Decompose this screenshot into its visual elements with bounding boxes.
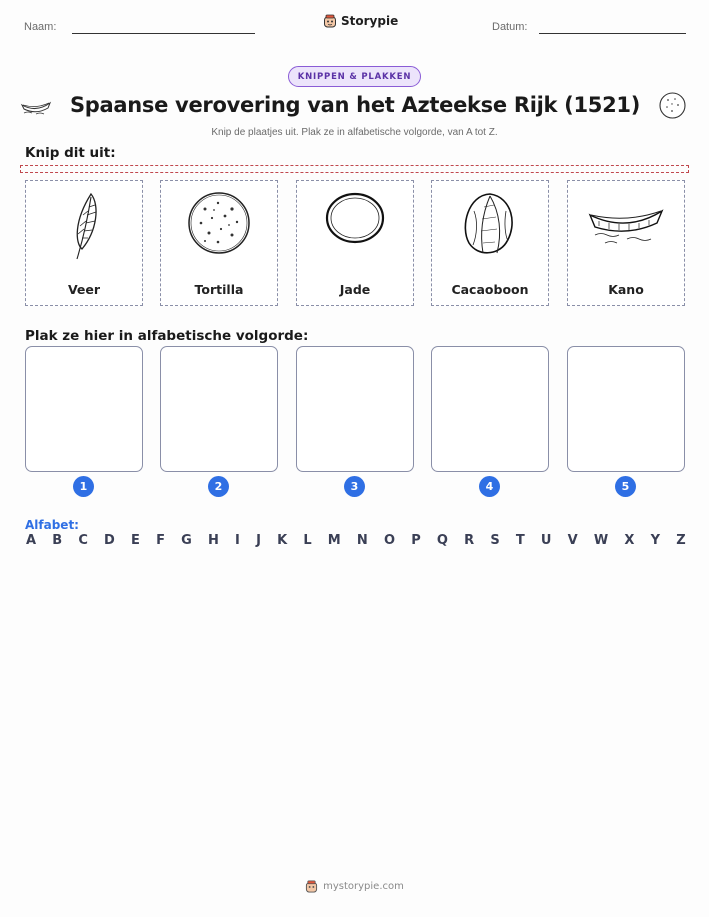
footer <box>0 880 709 893</box>
alphabet-letter: E <box>131 533 140 548</box>
cut-line <box>20 165 689 173</box>
paste-slot[interactable] <box>431 346 549 472</box>
paste-slot[interactable] <box>160 346 278 472</box>
brand-name: Storypie <box>341 14 399 28</box>
alphabet-letter: U <box>540 533 552 548</box>
alphabet-letter: A <box>26 533 37 548</box>
slot-number: 3 <box>344 476 365 497</box>
paste-section-label: Plak ze hier in alfabetische volgorde: <box>25 328 309 344</box>
name-field[interactable] <box>72 33 255 34</box>
feather-icon <box>64 191 104 263</box>
cut-section-label: Knip dit uit: <box>25 145 116 161</box>
alphabet-letter: M <box>327 533 341 548</box>
cut-card[interactable] <box>160 180 278 306</box>
date-field[interactable] <box>539 33 686 34</box>
card-label: Veer <box>67 282 101 297</box>
storypie-logo <box>323 14 398 28</box>
card-label: Jade <box>339 282 371 297</box>
alphabet-letter: I <box>235 533 240 548</box>
alphabet-letter: Z <box>676 533 686 548</box>
alphabet-letter: T <box>515 533 525 548</box>
slot-number: 2 <box>208 476 229 497</box>
alphabet-letter: N <box>356 533 368 548</box>
alphabet-letter: O <box>383 533 396 548</box>
alphabet-letter: H <box>207 533 219 548</box>
canoe-icon <box>587 199 665 249</box>
paste-slot[interactable] <box>25 346 143 472</box>
storypie-mascot-icon <box>305 880 318 893</box>
cacao-bean-icon <box>460 191 520 257</box>
tortilla-icon <box>658 91 687 120</box>
alphabet-letter: S <box>490 533 500 548</box>
cut-card[interactable] <box>567 180 685 306</box>
alphabet-letter: X <box>624 533 635 548</box>
cut-card[interactable] <box>431 180 549 306</box>
alphabet-letter: C <box>78 533 88 548</box>
alphabet-row <box>26 533 686 548</box>
alphabet-letter: L <box>303 533 312 548</box>
storypie-mascot-icon <box>323 14 337 28</box>
card-label: Kano <box>608 282 644 297</box>
card-label: Cacaoboon <box>451 282 529 297</box>
cut-card[interactable] <box>25 180 143 306</box>
alphabet-letter: J <box>256 533 261 548</box>
alphabet-letter: V <box>567 533 578 548</box>
alphabet-letter: R <box>464 533 475 548</box>
cut-card[interactable] <box>296 180 414 306</box>
jade-icon <box>324 191 386 247</box>
alphabet-letter: P <box>411 533 421 548</box>
alphabet-letter: Q <box>436 533 448 548</box>
name-label: Naam: <box>24 21 57 33</box>
activity-type-badge: KNIPPEN & PLAKKEN <box>288 66 421 87</box>
slot-number: 1 <box>73 476 94 497</box>
alphabet-letter: D <box>104 533 115 548</box>
alphabet-letter: Y <box>650 533 661 548</box>
slot-number: 4 <box>479 476 500 497</box>
canoe-icon <box>20 96 52 118</box>
date-label: Datum: <box>492 21 528 33</box>
alphabet-letter: B <box>52 533 63 548</box>
paste-slot[interactable] <box>296 346 414 472</box>
alphabet-letter: K <box>277 533 288 548</box>
alphabet-letter: G <box>181 533 192 548</box>
alphabet-label: Alfabet: <box>25 518 79 532</box>
tortilla-icon <box>185 189 253 257</box>
card-label: Tortilla <box>194 282 244 297</box>
footer-site[interactable]: mystorypie.com <box>323 881 404 892</box>
alphabet-letter: F <box>156 533 165 548</box>
slot-number: 5 <box>615 476 636 497</box>
page-title: Spaanse verovering van het Azteekse Rijk (1521) <box>69 93 641 117</box>
instructions: Knip de plaatjes uit. Plak ze in alfabetische volgorde, van A tot Z. <box>211 127 498 138</box>
paste-slot[interactable] <box>567 346 685 472</box>
alphabet-letter: W <box>593 533 609 548</box>
